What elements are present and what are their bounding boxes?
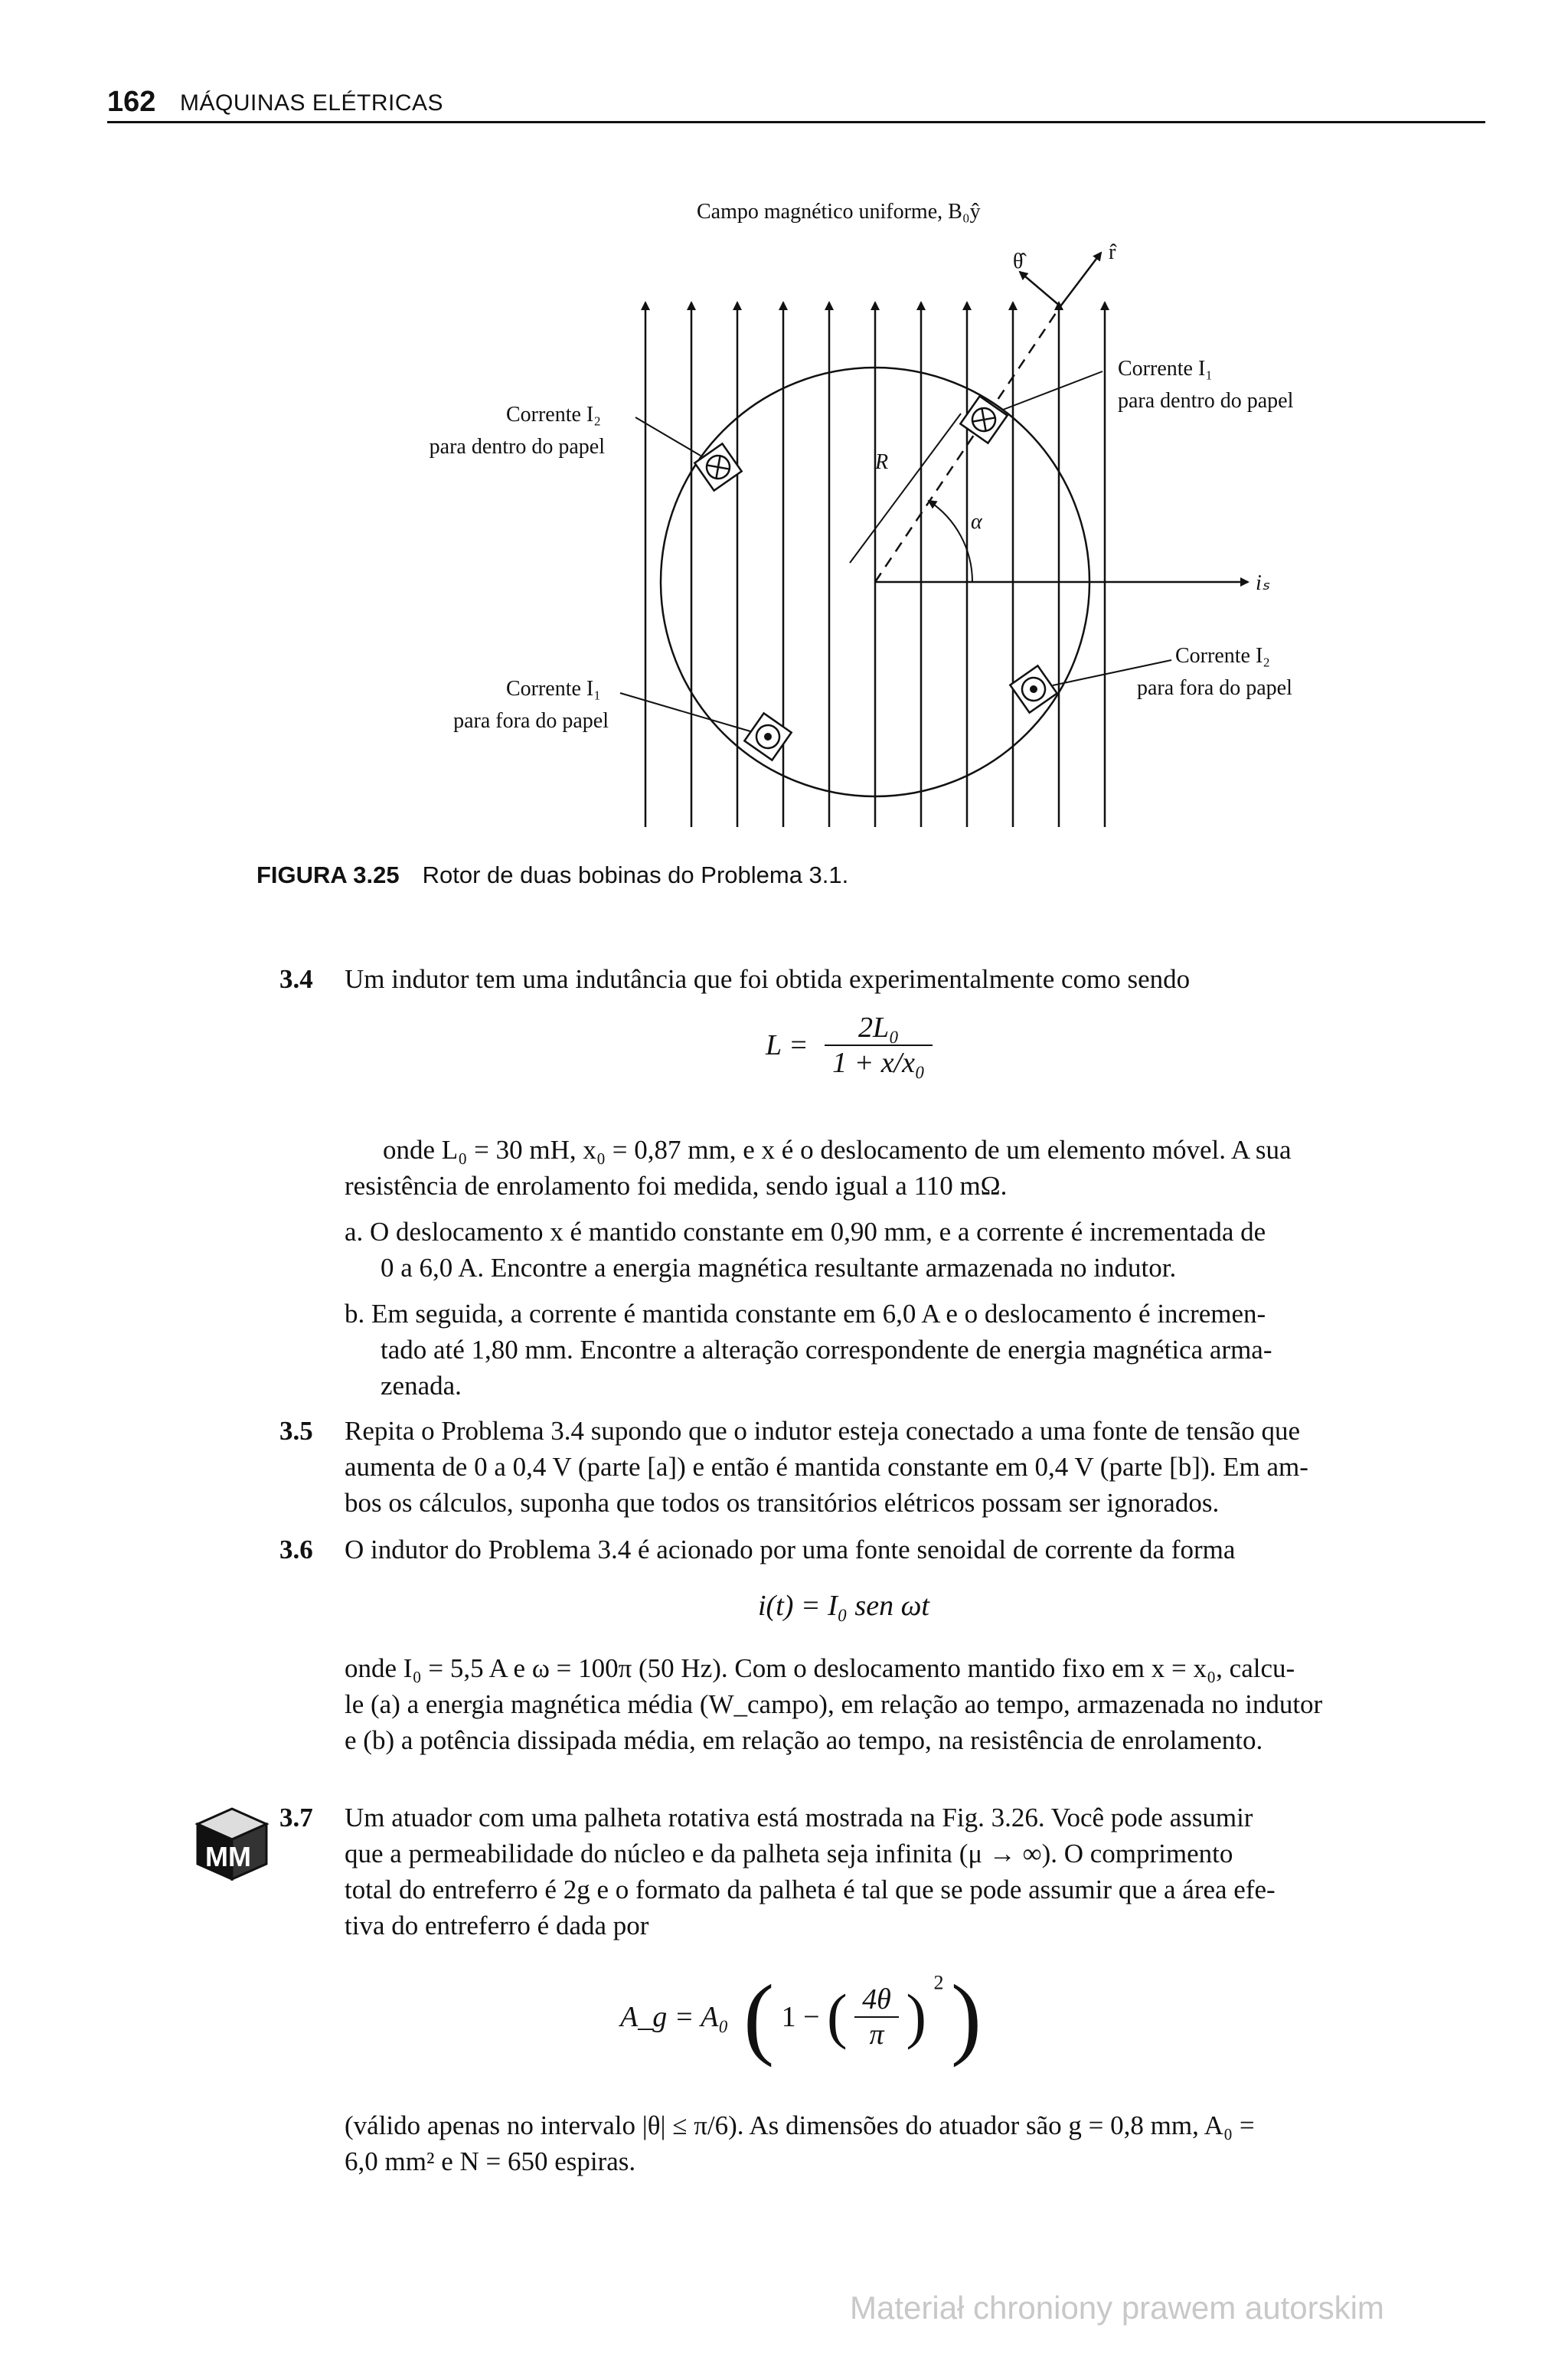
equation-Ag-one: 1 − bbox=[781, 2001, 820, 2033]
radius-dimension bbox=[850, 414, 961, 563]
figure-caption bbox=[256, 861, 848, 889]
equation-Ag-lhs: A_g = A₀ bbox=[620, 2001, 729, 2033]
label-I2-in-line2: para dentro do papel bbox=[429, 435, 605, 459]
problem-3-6-line4: e (b) a potência dissipada média, em relação ao tempo, na resistência de enrolamento. bbox=[345, 1725, 1263, 1755]
problem-3-6-line1: O indutor do Problema 3.4 é acionado por uma fonte senoidal de corrente da forma bbox=[345, 1535, 1236, 1564]
problem-3-4-number: 3.4 bbox=[279, 964, 313, 994]
problem-3-4-item-b-line2: tado até 1,80 mm. Encontre a alteração correspondente de energia magnética arma- bbox=[381, 1335, 1272, 1365]
label-I1-in-line2: para dentro do papel bbox=[1118, 389, 1294, 413]
label-I2-in-line1: Corrente I₂ bbox=[505, 403, 601, 427]
problem-3-7-number: 3.7 bbox=[279, 1803, 313, 1832]
theta-hat-label: θ̂ bbox=[1013, 250, 1024, 273]
problem-3-5-line1: Repita o Problema 3.4 supondo que o indutor esteja conectado a uma fonte de tensão que bbox=[345, 1416, 1300, 1446]
label-I1-in-line1: Corrente I₁ bbox=[1118, 357, 1214, 381]
r-hat-label: r̂ bbox=[1109, 240, 1116, 264]
label-I1-out-line1: Corrente I₁ bbox=[505, 677, 601, 701]
problem-3-7-line4: tiva do entreferro é dada por bbox=[345, 1911, 649, 1940]
leader-I1-out bbox=[620, 693, 750, 731]
copyright-watermark: Materiał chroniony prawem autorskim bbox=[850, 2290, 1384, 2326]
alpha-arc bbox=[929, 501, 972, 582]
problem-3-4-item-b-line1: b. Em seguida, a corrente é mantida constante em 6,0 A e o deslocamento é incremen- bbox=[345, 1299, 1266, 1329]
alpha-label: α bbox=[971, 510, 982, 534]
book-title: MÁQUINAS ELÉTRICAS bbox=[180, 90, 444, 116]
problem-3-4-item-b-line3: zenada. bbox=[381, 1371, 462, 1401]
problem-3-4-item-a-line2: 0 a 6,0 A. Encontre a energia magnética resultante armazenada no indutor. bbox=[381, 1253, 1177, 1283]
problem-3-4-body-line1: onde L₀ = 30 mH, x₀ = 0,87 mm, e x é o deslocamento de um elemento móvel. A sua bbox=[383, 1135, 1292, 1165]
problem-3-7-line5: (válido apenas no intervalo |θ| ≤ π/6). As dimensões do atuador são g = 0,8 mm, A₀ = bbox=[345, 2110, 1255, 2140]
problem-3-6-line3: le (a) a energia magnética média (W_campo), em relação ao tempo, armazenada no indutor bbox=[345, 1689, 1323, 1719]
problem-3-5-number: 3.5 bbox=[279, 1416, 313, 1446]
theta-hat-arrow bbox=[1020, 272, 1060, 306]
icon-letters-left: MM bbox=[205, 1841, 251, 1872]
equation-Ag-numerator: 4θ bbox=[854, 1983, 899, 2018]
problem-3-5-line2: aumenta de 0 a 0,4 V (parte [a]) e então é mantida constante em 0,4 V (parte [b]). Em am- bbox=[345, 1452, 1308, 1482]
leader-I1-in bbox=[1003, 371, 1102, 410]
problem-3-7-line6: 6,0 mm² e N = 650 espiras. bbox=[345, 2146, 636, 2176]
problem-3-5-line3: bos os cálculos, suponha que todos os transitórios elétricos possam ser ignorados. bbox=[345, 1488, 1220, 1518]
problem-3-4-body-line2: resistência de enrolamento foi medida, sendo igual a 110 mΩ. bbox=[345, 1171, 1008, 1201]
problem-3-6-number: 3.6 bbox=[279, 1535, 313, 1564]
equation-L-numerator: 2L₀ bbox=[825, 1011, 933, 1046]
equation-Ag: A_g = A₀ ( 1 − ( $\frac{4\theta}{\pi}$ ) $^2$ ) bbox=[620, 1966, 982, 2068]
equation-L-denominator: 1 + x/x₀ bbox=[832, 1047, 926, 1079]
label-I2-out-line1: Corrente I₂ bbox=[1175, 644, 1271, 668]
page-number: 162 bbox=[107, 86, 156, 118]
coil-I1-out bbox=[744, 713, 791, 760]
matlab-cube-icon bbox=[190, 1801, 274, 1885]
problem-3-6-line2: onde I₀ = 5,5 A e ω = 100π (50 Hz). Com o deslocamento mantido fixo em x = x₀, calcu- bbox=[345, 1653, 1295, 1683]
problem-3-4-intro: Um indutor tem uma indutância que foi obtida experimentalmente como sendo bbox=[345, 964, 1191, 994]
equation-Ag-fraction bbox=[854, 1983, 899, 2052]
equation-L bbox=[766, 1011, 933, 1080]
equation-Ag-denominator: π bbox=[869, 2019, 884, 2051]
label-I1-out-line2: para fora do papel bbox=[453, 709, 609, 733]
problem-3-4-item-a-line1: a. O deslocamento x é mantido constante em 0,90 mm, e a corrente é incrementada de bbox=[345, 1217, 1266, 1247]
figure-rotor-diagram bbox=[0, 0, 1568, 919]
field-label: Campo magnético uniforme, B₀ŷ bbox=[697, 200, 981, 224]
caption-text: Rotor de duas bobinas do Problema 3.1. bbox=[422, 861, 849, 888]
field-lines bbox=[645, 302, 1105, 827]
equation-L-lhs: L = bbox=[766, 1029, 808, 1061]
radius-label: R bbox=[875, 450, 889, 474]
problem-3-7-line2: que a permeabilidade do núcleo e da palheta seja infinita (μ → ∞). O comprimento bbox=[345, 1839, 1233, 1868]
label-I2-out-line2: para fora do papel bbox=[1137, 676, 1292, 700]
equation-i-t: i(t) = I₀ sen ωt bbox=[758, 1590, 929, 1622]
r-hat-arrow bbox=[1060, 253, 1101, 306]
equation-Ag-exponent: 2 bbox=[933, 1971, 944, 1994]
equation-L-fraction bbox=[825, 1011, 933, 1080]
figure-number: FIGURA 3.25 bbox=[256, 861, 400, 888]
problem-3-7-line3: total do entreferro é 2g e o formato da palheta é tal que se pode assumir que a área efe- bbox=[345, 1875, 1276, 1904]
coil-I2-in bbox=[694, 443, 741, 490]
problem-3-7-line1: Um atuador com uma palheta rotativa está mostrada na Fig. 3.26. Você pode assumir bbox=[345, 1803, 1253, 1832]
is-label: iₛ bbox=[1256, 571, 1270, 595]
